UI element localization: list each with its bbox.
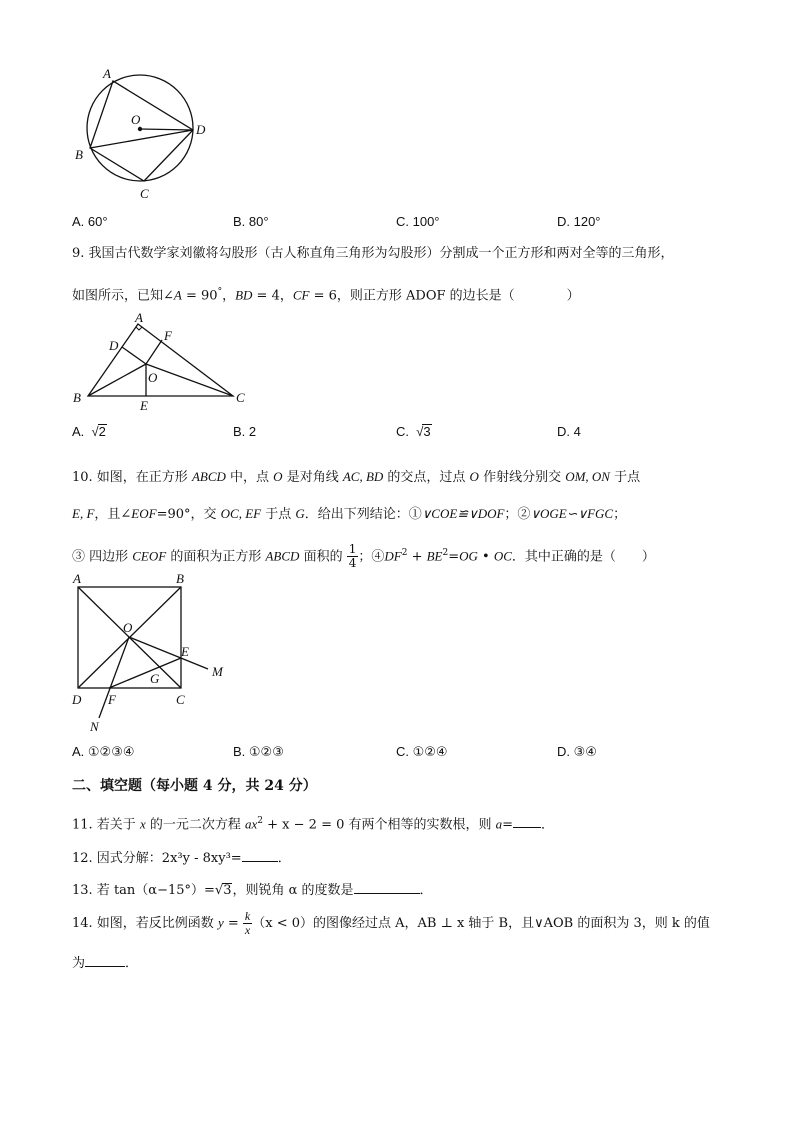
q11-text: 11. 若关于	[72, 817, 140, 833]
q9-text: = 90	[181, 288, 218, 304]
label-o: O	[123, 620, 133, 635]
q10-text: =	[448, 549, 460, 565]
q10-text: 的交点，过点	[383, 470, 470, 485]
q14-line2	[72, 952, 138, 973]
fraction-denominator: x	[244, 923, 251, 937]
q10-text: ；	[613, 507, 627, 522]
q10-var: EOF	[131, 506, 157, 521]
fraction-numerator: 1	[348, 542, 357, 557]
q10-var: AC, BD	[342, 469, 384, 484]
q10-text: ；④	[358, 549, 385, 565]
q10-var: ABCD	[191, 469, 226, 484]
q9-option-c[interactable]: C. √3	[396, 424, 431, 439]
q10-text: =90°，交	[156, 507, 221, 522]
q8-circle-figure	[70, 64, 220, 204]
q10-option-b[interactable]: B. ①②③	[233, 744, 284, 759]
q11-var: a	[495, 816, 503, 832]
q14-answer-blank[interactable]	[85, 952, 125, 967]
q10-text: 是对角线	[282, 470, 343, 485]
label-b: B	[73, 390, 81, 405]
fraction-denominator: 4	[348, 556, 357, 571]
q10-var: ∨OGE∽∨FGC	[530, 506, 614, 521]
q10-option-c[interactable]: C. ①②④	[396, 744, 448, 759]
q10-text: ；②	[504, 507, 531, 522]
label-c: C	[176, 692, 185, 707]
label-g: G	[150, 671, 160, 686]
q10-var: ∨COE≌∨DOF	[421, 506, 505, 521]
q10-option-a[interactable]: A. ①②③④	[72, 744, 135, 759]
q10-text: ，且∠	[94, 507, 132, 522]
q12-text: 12. 因式分解：2x³y - 8xy³=	[72, 851, 242, 866]
q10-var: OC	[493, 548, 512, 564]
q10-line3	[72, 538, 655, 572]
q10-var: G	[295, 506, 305, 521]
segment-od	[140, 129, 193, 130]
q10-square-figure	[68, 570, 238, 735]
q13-text: 13. 若 tan（α−15°）=	[72, 883, 215, 898]
label-c: C	[140, 186, 149, 201]
section-heading-fill-in: 二、填空题（每小题 4 分，共 24 分）	[72, 778, 317, 794]
center-o-dot	[138, 127, 142, 131]
q9-text: = 6，则正方形 ADOF 的边长是（ ）	[309, 288, 580, 304]
q9-option-c-prefix: C.	[396, 424, 409, 439]
label-e: E	[181, 644, 189, 659]
q9-option-c-radicand: 3	[423, 424, 431, 439]
q9-var: BD	[235, 287, 253, 303]
superscript: 2	[401, 548, 408, 558]
q11-text: + x − 2 = 0 有两个相等的实数根，则	[263, 817, 496, 833]
q10-var: E, F	[72, 506, 95, 521]
q8-option-d[interactable]: D. 120°	[557, 214, 601, 229]
q10-text: 的面积为正方形	[166, 549, 266, 565]
q14-text: 14. 如图，若反比例函数	[72, 916, 218, 931]
q10-var: ABCD	[265, 548, 300, 564]
q11-answer-blank[interactable]	[513, 813, 541, 828]
q9-var: A	[173, 287, 182, 303]
q10-text: ．其中正确的是（ ）	[511, 549, 655, 565]
q13-text: ．	[419, 883, 433, 898]
label-o: O	[131, 112, 141, 127]
q9-line1	[72, 245, 674, 263]
label-a: A	[135, 310, 143, 325]
superscript: 2	[257, 816, 264, 826]
fraction-k-over-x	[243, 910, 252, 937]
label-f: F	[108, 692, 116, 707]
q10-text: 中，点	[225, 470, 274, 485]
q9-line2: 如图所示，已知∠A = 90°，BD = 4，CF = 6，则正方形 ADOF 的边长是（ ）	[72, 287, 580, 304]
q13-line: 13. 若 tan（α−15°）=√3，则锐角 α 的度数是 ．	[72, 879, 433, 900]
q10-text: 于点	[609, 470, 641, 485]
q10-text: ③ 四边形	[72, 549, 133, 565]
q9-option-d[interactable]: D. 4	[557, 424, 581, 439]
q14-line1	[72, 906, 710, 941]
q10-option-d[interactable]: D. ③④	[557, 744, 597, 759]
q11-line	[72, 812, 554, 834]
q13-answer-blank[interactable]	[354, 879, 420, 894]
q10-var: OM, ON	[565, 469, 610, 484]
q14-text: （x < 0）的图像经过点 A，AB ⊥ x 轴于 B，且∨AOB 的面积为 3，则 k 的值	[252, 916, 710, 931]
q13-text: ，则锐角 α 的度数是	[232, 883, 354, 898]
q13-radicand: 3	[223, 883, 232, 898]
segment-co	[146, 364, 233, 396]
q9-var: CF	[292, 287, 310, 303]
q11-var: ax	[245, 816, 258, 832]
label-o: O	[148, 370, 158, 385]
label-b: B	[176, 571, 184, 586]
q10-text: 面积的	[299, 549, 347, 565]
q10-text: ．给出下列结论：①	[304, 507, 422, 522]
label-d: D	[109, 338, 119, 353]
q8-option-a[interactable]: A. 60°	[72, 214, 108, 229]
q12-text: ．	[277, 851, 291, 866]
q10-line2	[72, 505, 626, 524]
label-m: M	[212, 664, 223, 679]
q11-var: x	[139, 816, 146, 832]
q8-option-b[interactable]: B. 80°	[233, 214, 269, 229]
q9-number: 9.	[72, 246, 85, 261]
q10-text: 作射线分别交	[478, 470, 566, 485]
q9-triangle-figure	[70, 310, 255, 415]
q11-text: ．	[541, 817, 555, 833]
q10-text: •	[477, 549, 494, 565]
q12-answer-blank[interactable]	[242, 847, 278, 862]
q10-text: 10. 如图，在正方形	[72, 470, 192, 485]
label-d: D	[72, 692, 82, 707]
q11-text: 的一元二次方程	[145, 817, 245, 833]
q10-var: OG	[459, 548, 478, 564]
ray-om	[129, 637, 208, 669]
q9-text: ，	[222, 288, 236, 304]
label-n: N	[90, 719, 99, 734]
fraction-numerator: k	[244, 909, 251, 923]
q8-option-c[interactable]: C. 100°	[396, 214, 440, 229]
q14-text: 为	[72, 956, 86, 971]
q10-var: O	[469, 469, 479, 484]
q9-option-a-prefix: A.	[72, 424, 85, 439]
label-e: E	[140, 398, 148, 413]
fraction-one-quarter	[347, 543, 359, 570]
q10-line1	[72, 468, 640, 487]
q9-text: = 4，	[252, 288, 293, 304]
square-adof	[122, 340, 162, 364]
q10-var: CEOF	[132, 548, 167, 564]
q12-line	[72, 847, 291, 868]
segment-bo	[88, 364, 146, 396]
q9-text: 如图所示，已知∠	[72, 288, 174, 304]
label-f: F	[164, 328, 172, 343]
q10-text: 于点	[261, 507, 296, 522]
label-c: C	[236, 390, 245, 405]
right-angle-mark	[136, 327, 142, 330]
q10-var: OC, EF	[220, 506, 262, 521]
q10-var: BE	[426, 548, 443, 564]
label-a: A	[73, 571, 81, 586]
q14-text: ．	[125, 956, 139, 971]
q14-var: y	[217, 915, 224, 930]
q11-text: =	[502, 817, 514, 833]
q9-text-1: 我国古代数学家刘徽将勾股形（古人称直角三角形为勾股形）分割成一个正方形和两对全等的三角形，	[88, 246, 674, 261]
triangle-abc	[88, 324, 233, 396]
label-d: D	[196, 122, 206, 137]
q9-option-b[interactable]: B. 2	[233, 424, 257, 439]
q10-text: +	[407, 549, 427, 565]
q10-var: O	[273, 469, 283, 484]
q9-option-a[interactable]: A. √2	[72, 424, 106, 439]
q14-text: =	[223, 916, 243, 931]
label-a: A	[103, 66, 111, 81]
label-b: B	[75, 147, 83, 162]
superscript: 2	[442, 548, 449, 558]
q10-var: DF	[384, 548, 402, 564]
q9-option-a-radicand: 2	[98, 424, 106, 439]
